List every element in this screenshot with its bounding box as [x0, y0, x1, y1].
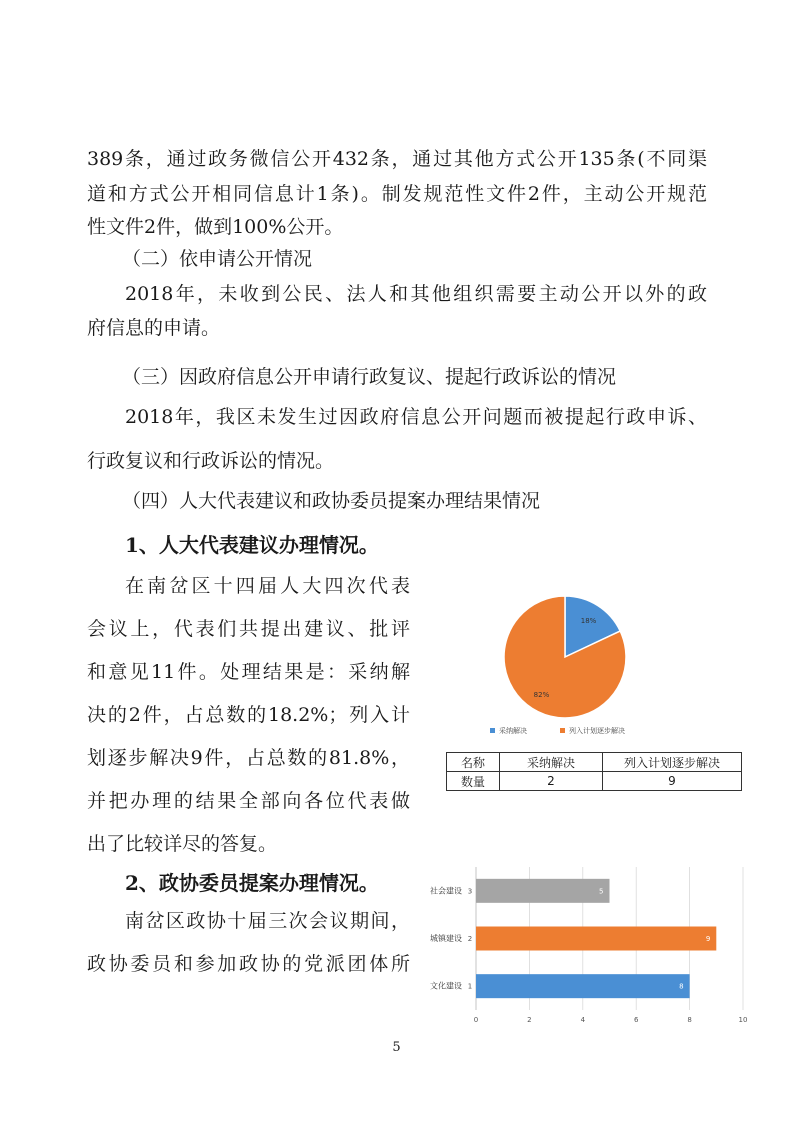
bar — [476, 879, 610, 903]
pie-data-label: 18% — [580, 616, 597, 625]
legend-swatch — [490, 728, 495, 733]
table-cell: 9 — [603, 772, 742, 791]
paragraph-line: 性文件2件，做到100%公开。 — [87, 216, 344, 238]
x-tick-label: 2 — [527, 1016, 532, 1024]
y-category-number: 1 — [467, 982, 473, 991]
table-cell: 2 — [500, 772, 603, 791]
paragraph-line: 南岔区政协十届三次会议期间， — [125, 910, 410, 932]
bar — [476, 974, 690, 998]
paragraph-line: 并把办理的结果全部向各位代表做 — [87, 790, 410, 812]
table-row — [447, 772, 742, 791]
paragraph-line: 389条，通过政务微信公开432条，通过其他方式公开135条(不同渠 — [87, 148, 707, 170]
x-tick-label: 0 — [473, 1016, 479, 1024]
x-tick-label: 10 — [738, 1016, 748, 1024]
paragraph-line: 行政复议和行政诉讼的情况。 — [87, 450, 335, 472]
y-category-label: 社会建设 — [430, 886, 462, 896]
paragraph-line: 在南岔区十四届人大四次代表 — [125, 575, 410, 597]
paragraph-line: 2018年，未收到公民、法人和其他组织需要主动公开以外的政 — [125, 283, 707, 305]
table-header-row — [447, 753, 742, 772]
bar-value-label: 8 — [679, 982, 684, 991]
paragraph-line: 决的2件，占总数的18.2%；列入计 — [87, 704, 410, 726]
x-tick-label: 4 — [580, 1016, 586, 1024]
bar — [476, 927, 716, 951]
table-cell: 采纳解决 — [500, 753, 603, 772]
table-cell: 列入计划逐步解决 — [603, 753, 742, 772]
paragraph-line: 会议上，代表们共提出建议、批评 — [87, 618, 410, 640]
section-heading-3: （三）因政府信息公开申请行政复议、提起行政诉讼的情况 — [122, 366, 617, 388]
legend-entry: 采纳解决 — [499, 727, 527, 735]
paragraph-line: 和意见11件。处理结果是：采纳解 — [87, 661, 410, 683]
pie-chart — [450, 575, 690, 740]
subheading-npc: 1、人大代表建议办理情况。 — [125, 533, 379, 557]
table-cell: 数量 — [447, 772, 500, 791]
paragraph-line: 出了比较详尽的答复。 — [87, 833, 278, 855]
bar-value-label: 5 — [599, 887, 604, 896]
legend-swatch — [560, 728, 565, 733]
bar-chart — [418, 862, 748, 1032]
page-number: 5 — [392, 1040, 401, 1055]
y-category-label: 文化建设 — [430, 981, 462, 991]
subheading-cppcc: 2、政协委员提案办理情况。 — [125, 871, 379, 895]
y-category-number: 3 — [467, 887, 473, 896]
legend-entry: 列入计划逐步解决 — [569, 727, 625, 735]
result-table — [446, 752, 742, 791]
paragraph-line: 2018年，我区未发生过因政府信息公开问题而被提起行政申诉、 — [125, 406, 707, 428]
section-heading-2: （二）依申请公开情况 — [122, 248, 313, 270]
y-category-number: 2 — [467, 935, 473, 943]
table-cell: 名称 — [447, 753, 500, 772]
x-tick-label: 6 — [633, 1016, 639, 1024]
pie-data-label: 82% — [533, 691, 550, 700]
paragraph-line: 道和方式公开相同信息计1条)。制发规范性文件2件，主动公开规范 — [87, 183, 707, 205]
paragraph-line: 划逐步解决9件，占总数的81.8%， — [87, 747, 410, 769]
paragraph-line: 政协委员和参加政协的党派团体所 — [87, 953, 410, 975]
paragraph-line: 府信息的申请。 — [87, 317, 221, 339]
bar-value-label: 9 — [705, 935, 711, 943]
section-heading-4: （四）人大代表建议和政协委员提案办理结果情况 — [122, 490, 541, 512]
x-tick-label: 8 — [687, 1016, 692, 1024]
y-category-label: 城镇建设 — [430, 934, 462, 943]
